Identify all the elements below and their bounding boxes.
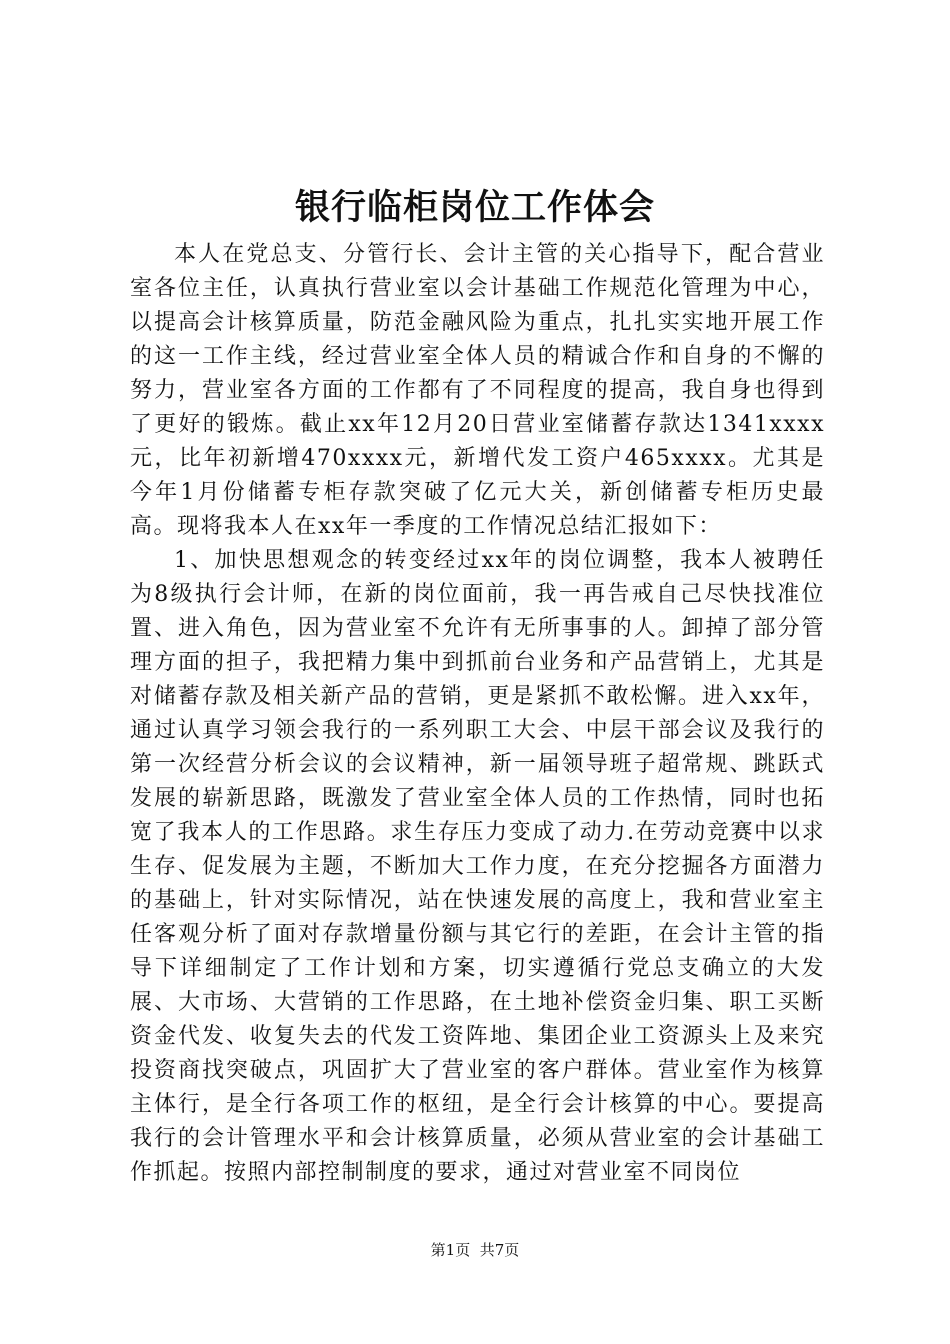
document-body [130,238,825,1190]
page-footer [0,1240,950,1260]
paragraph-section-1: 1、加快思想观念的转变经过xx年的岗位调整，我本人被聘任为8级执行会计师，在新的岗位面前，我一再告戒自己尽快找准位置、进入角色，因为营业室不允许有无所事事的人。卸掉了部分管理方面的担子，我把精力集中到抓前台业务和产品营销上，尤其是对储蓄存款及相关新产品的营销，更是紧抓不敢松懈。进入xx年，通过认真学习领会我行的一系列职工大会、中层干部会议及我行的第一次经营分析会议的会议精神，新一届领导班子超常规、跳跃式发展的崭新思路，既激发了营业室全体人员的工作热情，同时也拓宽了我本人的工作思路。求生存压力变成了动力.在劳动竞赛中以求生存、促发展为主题，不断加大工作力度，在充分挖掘各方面潜力的基础上，针对实际情况，站在快速发展的高度上，我和营业室主任客观分析了面对存款增量份额与其它行的差距，在会计主管的指导下详细制定了工作计划和方案，切实遵循行党总支确立的大发展、大市场、大营销的工作思路，在土地补偿资金归集、职工买断资金代发、收复失去的代发工资阵地、集团企业工资源头上及来究投资商找突破点，巩固扩大了营业室的客户群体。营业室作为核算主体行，是全行各项工作的枢纽，是全行会计核算的中心。要提高我行的会计管理水平和会计核算质量，必须从营业室的会计基础工作抓起。按照内部控制制度的要求，通过对营业室不同岗位 [130,548,825,1185]
page-number: 第1页 [430,1241,471,1259]
document-title: 银行临柜岗位工作体会 [294,187,655,228]
paragraph-intro: 本人在党总支、分管行长、会计主管的关心指导下，配合营业室各位主任，认真执行营业室以会计基础工作规范化管理为中心，以提高会计核算质量，防范金融风险为重点，扎扎实实地开展工作的这一工作主线，经过营业室全体人员的精诚合作和自身的不懈的努力，营业室各方面的工作都有了不同程度的提高，我自身也得到了更好的锻炼。截止xx年12月20日营业室储蓄存款达1341xxxx元，比年初新增470xxxx元，新增代发工资户465xxxx。尤其是今年1月份储蓄专柜存款突破了亿元大关，新创储蓄专柜历史最高。现将我本人在xx年一季度的工作情况总结汇报如下： [130,242,825,539]
page-total: 共7页 [479,1241,520,1259]
